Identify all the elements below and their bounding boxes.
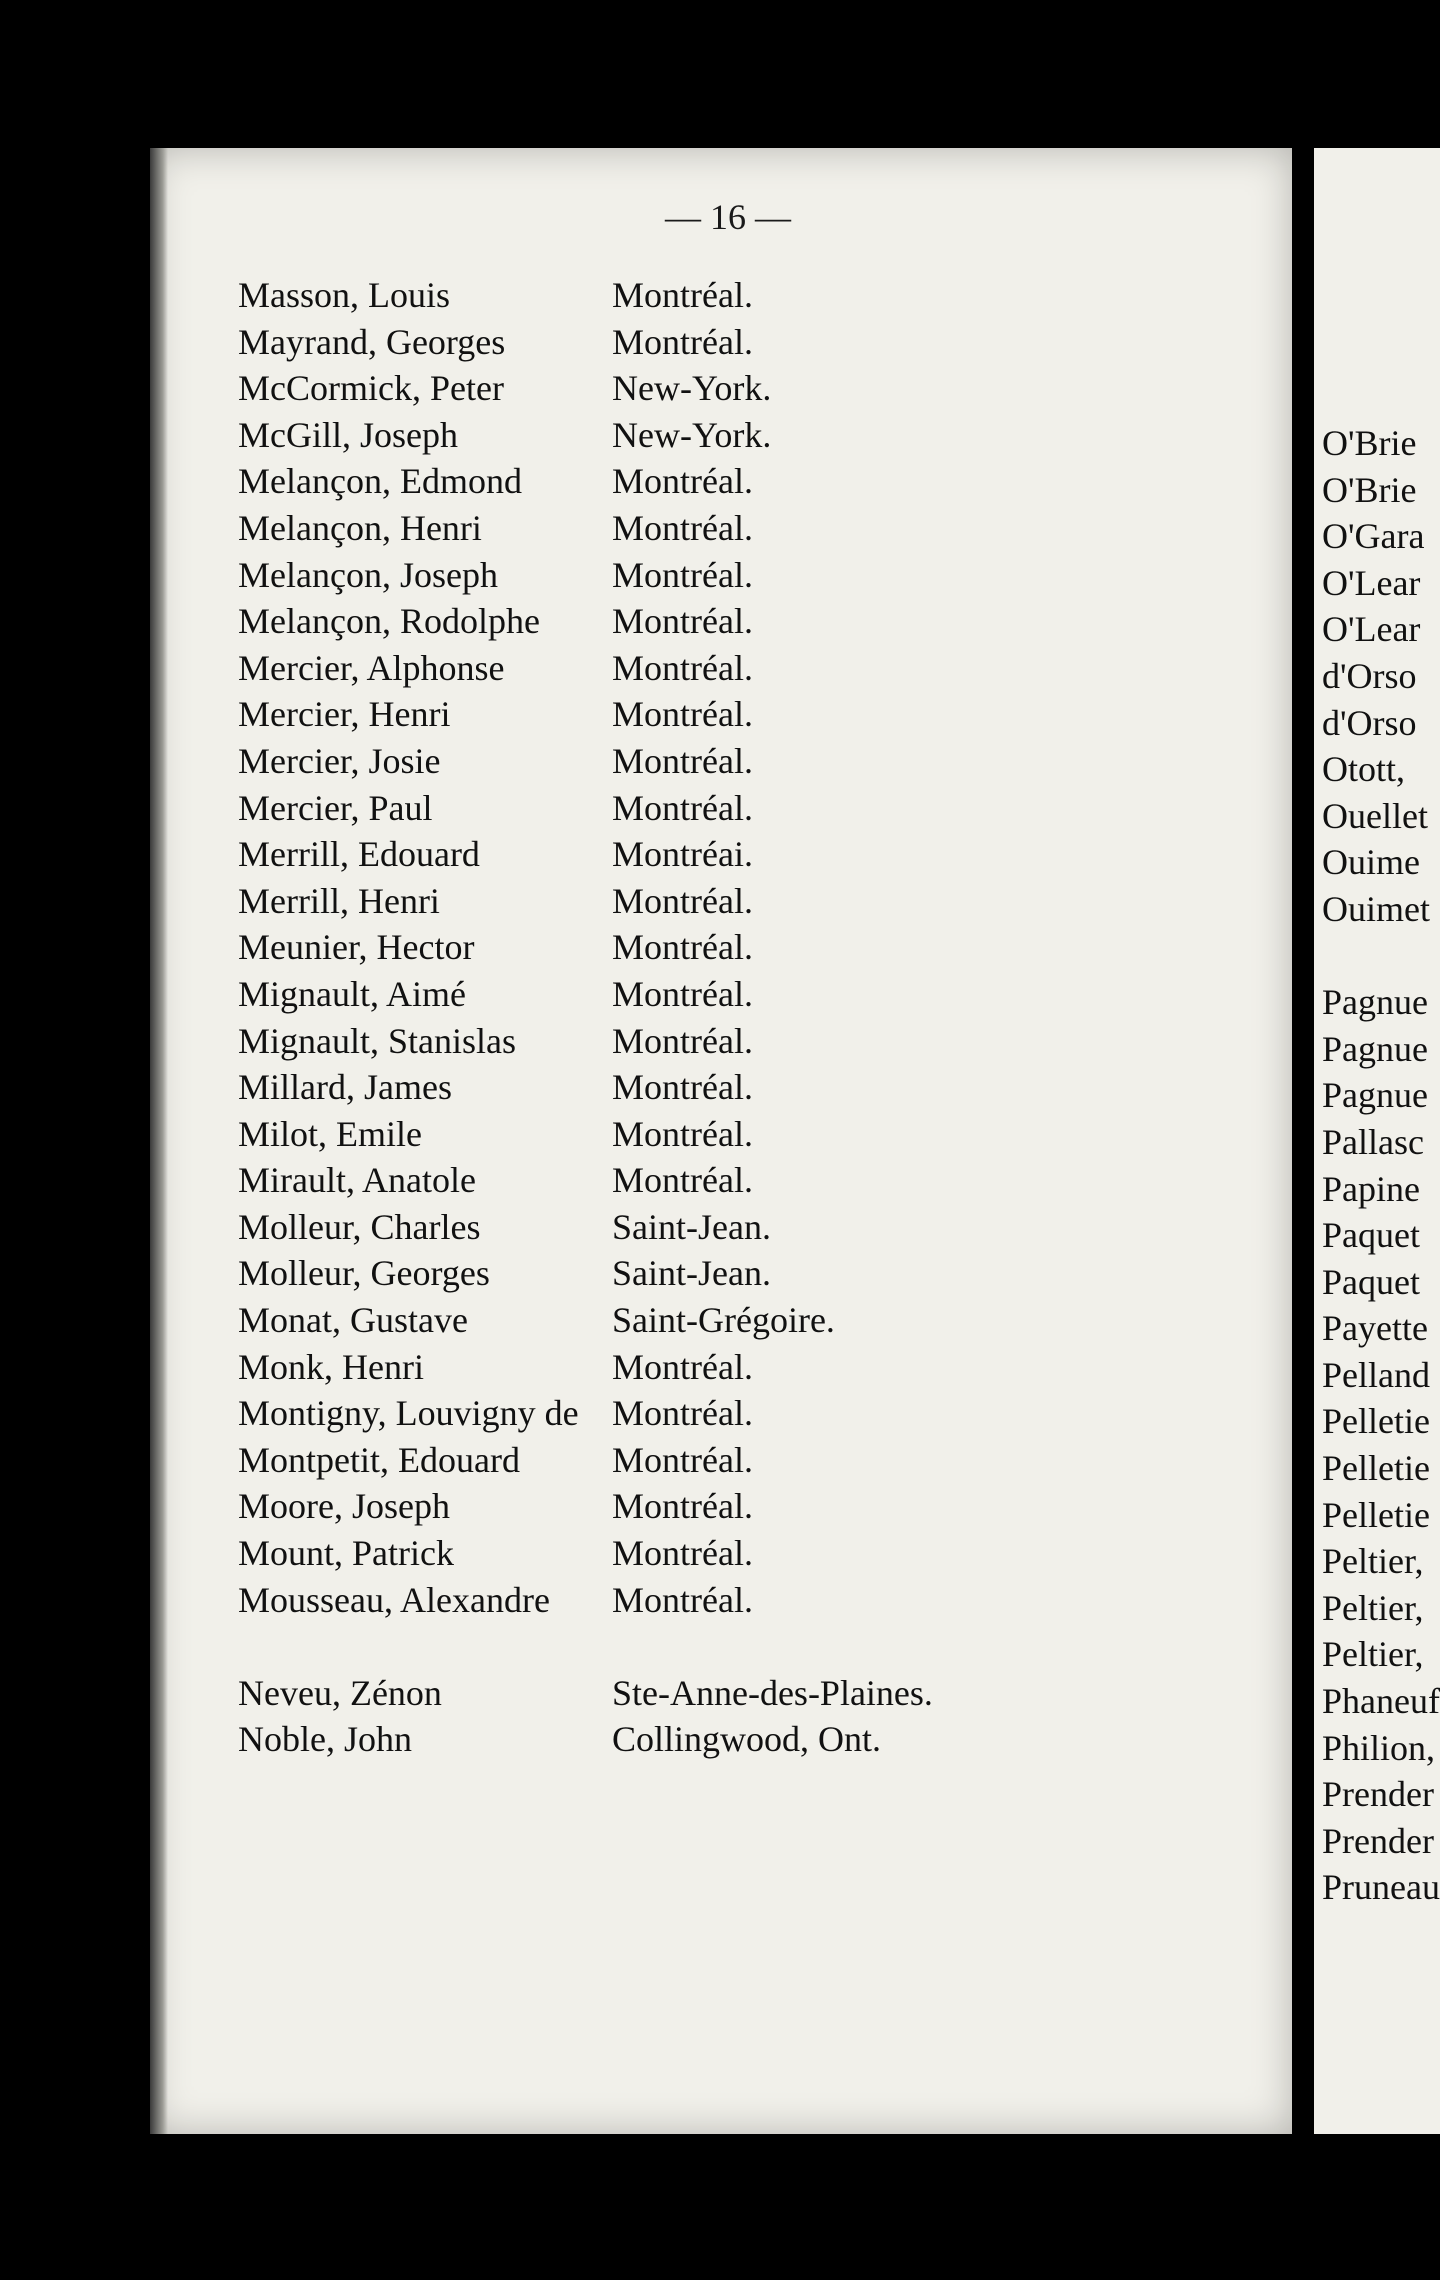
right-page-fragment: O'Brie [1322, 423, 1417, 463]
list-item [200, 1483, 1300, 1530]
person-name: Mayrand, Georges [238, 321, 506, 362]
right-page-fragment: Pagnue [1322, 1075, 1428, 1116]
list-item [200, 785, 1300, 832]
place-name: Montréal. [612, 880, 753, 921]
place-name: Montréal. [612, 1113, 753, 1154]
person-name: Milot, Emile [238, 1113, 422, 1154]
right-page-fragment: O'Lear [1322, 562, 1421, 603]
right-page-fragment: Philion, [1322, 1727, 1436, 1768]
right-page-fragment: Pagnue [1322, 1028, 1428, 1069]
place-name: Montréal. [612, 1067, 753, 1108]
list-item [200, 831, 1300, 878]
place-name: Montréal. [612, 694, 753, 735]
person-name: Mercier, Paul [238, 787, 433, 828]
place-name: Montréal. [612, 275, 753, 315]
person-name: Monat, Gustave [238, 1300, 468, 1341]
list-item [200, 1250, 1300, 1297]
right-page-fragment: Pelland [1322, 1354, 1430, 1395]
place-name: Montréal. [612, 647, 753, 688]
right-page [1314, 148, 1440, 2134]
place-name: Montréal. [612, 321, 753, 362]
place-name: Montréal. [612, 461, 753, 502]
list-item [200, 272, 1300, 319]
person-name: Mousseau, Alexandre [238, 1579, 550, 1620]
list-item [200, 598, 1300, 645]
person-name: Montpetit, Edouard [238, 1439, 520, 1480]
person-name: Monk, Henri [238, 1346, 424, 1387]
right-page-fragment [1322, 933, 1440, 980]
list-item [200, 738, 1300, 785]
place-name: Montréal. [612, 787, 753, 828]
right-page-fragment: Papine [1322, 1168, 1420, 1209]
right-page-fragment: Pelletie [1322, 1494, 1430, 1535]
person-name: Melançon, Rodolphe [238, 601, 540, 642]
right-page-fragment: Phaneuf [1322, 1681, 1440, 1722]
person-name: Melançon, Henri [238, 507, 482, 548]
right-page-fragment: Peltier, [1322, 1634, 1424, 1675]
right-page-fragment: Prender [1322, 1820, 1434, 1861]
list-item [200, 319, 1300, 366]
list-item [200, 505, 1300, 552]
place-name: Montréal. [612, 507, 753, 548]
name-list [200, 272, 1300, 1763]
right-page-fragment: Payette [1322, 1308, 1428, 1349]
list-item [200, 1670, 1300, 1717]
place-name: Montréal. [612, 1160, 753, 1201]
page-number: — 16 — [665, 197, 791, 237]
place-name: Montréal. [612, 1439, 753, 1480]
place-name: Montréal. [612, 740, 753, 781]
list-item [200, 1157, 1300, 1204]
person-name: Melançon, Edmond [238, 461, 522, 502]
person-name: Neveu, Zénon [238, 1672, 442, 1713]
right-page-fragment: O'Brie [1322, 469, 1417, 510]
person-name: Montigny, Louvigny de [238, 1393, 579, 1434]
place-name: Montréal. [612, 973, 753, 1014]
list-item [200, 878, 1300, 925]
right-page-fragment: Ouimet [1322, 888, 1430, 929]
right-page-fragment: Ouellet [1322, 795, 1428, 836]
list-item [200, 552, 1300, 599]
place-name: New-York. [612, 414, 772, 455]
person-name: Molleur, Georges [238, 1253, 490, 1294]
person-name: Masson, Louis [238, 275, 451, 315]
place-name: Montréal. [612, 554, 753, 595]
place-name: Saint-Jean. [612, 1206, 771, 1247]
right-page-fragment: Pruneau [1322, 1867, 1440, 1908]
person-name: Mignault, Aimé [238, 973, 466, 1014]
person-name: Melançon, Joseph [238, 554, 498, 595]
place-name: Saint-Grégoire. [612, 1300, 835, 1341]
list-item [200, 1577, 1300, 1624]
right-page-fragment: Prender [1322, 1774, 1434, 1815]
person-name: Mercier, Josie [238, 740, 441, 781]
person-name: Mercier, Henri [238, 694, 451, 735]
place-name: New-York. [612, 368, 772, 409]
list-item [200, 458, 1300, 505]
place-name: Montréal. [612, 1486, 753, 1527]
list-item [200, 1390, 1300, 1437]
person-name: Noble, John [238, 1719, 412, 1760]
list-item [200, 1297, 1300, 1344]
right-page-fragment: d'Orso [1322, 655, 1417, 696]
list-item [200, 691, 1300, 738]
right-page-fragment: d'Orso [1322, 702, 1417, 743]
person-name: Millard, James [238, 1067, 452, 1108]
list-item [200, 1111, 1300, 1158]
right-page-fragment: Otott, [1322, 749, 1406, 790]
person-name: Moore, Joseph [238, 1486, 450, 1527]
place-name: Montréal. [612, 1346, 753, 1387]
list-item [200, 1623, 1300, 1670]
right-page-list [1322, 420, 1440, 1911]
list-item [200, 1344, 1300, 1391]
person-name: Mercier, Alphonse [238, 647, 505, 688]
right-page-fragment: Pallasc [1322, 1121, 1424, 1162]
place-name: Montréal. [612, 1393, 753, 1434]
right-page-fragment: Ouime [1322, 842, 1420, 883]
right-page-fragment: Pelletie [1322, 1448, 1430, 1489]
list-item [200, 412, 1300, 459]
right-page-fragment: Paquet [1322, 1261, 1420, 1302]
person-name: Merrill, Edouard [238, 834, 480, 875]
place-name: Montréal. [612, 601, 753, 642]
list-item [200, 971, 1300, 1018]
place-name: Montréal. [612, 1579, 753, 1620]
place-name: Montréal. [612, 927, 753, 968]
person-name: Mignault, Stanislas [238, 1020, 516, 1061]
place-name: Montréai. [612, 834, 753, 875]
person-name: Merrill, Henri [238, 880, 440, 921]
right-page-fragment: Peltier, [1322, 1541, 1424, 1582]
person-name: Meunier, Hector [238, 927, 475, 968]
place-name: Montréal. [612, 1020, 753, 1061]
place-name: Ste-Anne-des-Plaines. [612, 1672, 933, 1713]
list-item [200, 1530, 1300, 1577]
list-item [200, 1064, 1300, 1111]
person-name: Mirault, Anatole [238, 1160, 476, 1201]
person-name: Molleur, Charles [238, 1206, 481, 1247]
right-page-fragment: O'Lear [1322, 609, 1421, 650]
list-item [200, 924, 1300, 971]
list-item [200, 1018, 1300, 1065]
right-page-fragment: Pagnue [1322, 982, 1428, 1023]
list-item [200, 1716, 1300, 1763]
list-item [200, 1437, 1300, 1484]
person-name: McGill, Joseph [238, 414, 458, 455]
person-name: Mount, Patrick [238, 1533, 454, 1574]
list-item [200, 1204, 1300, 1251]
right-page-fragment: Peltier, [1322, 1587, 1424, 1628]
place-name: Montréal. [612, 1533, 753, 1574]
place-name: Collingwood, Ont. [612, 1719, 882, 1760]
person-name: McCormick, Peter [238, 368, 504, 409]
right-page-fragment: O'Gara [1322, 516, 1425, 557]
place-name: Saint-Jean. [612, 1253, 771, 1294]
list-item [200, 365, 1300, 412]
list-item [200, 645, 1300, 692]
right-page-fragment: Paquet [1322, 1215, 1420, 1256]
right-page-fragment: Pelletie [1322, 1401, 1430, 1442]
